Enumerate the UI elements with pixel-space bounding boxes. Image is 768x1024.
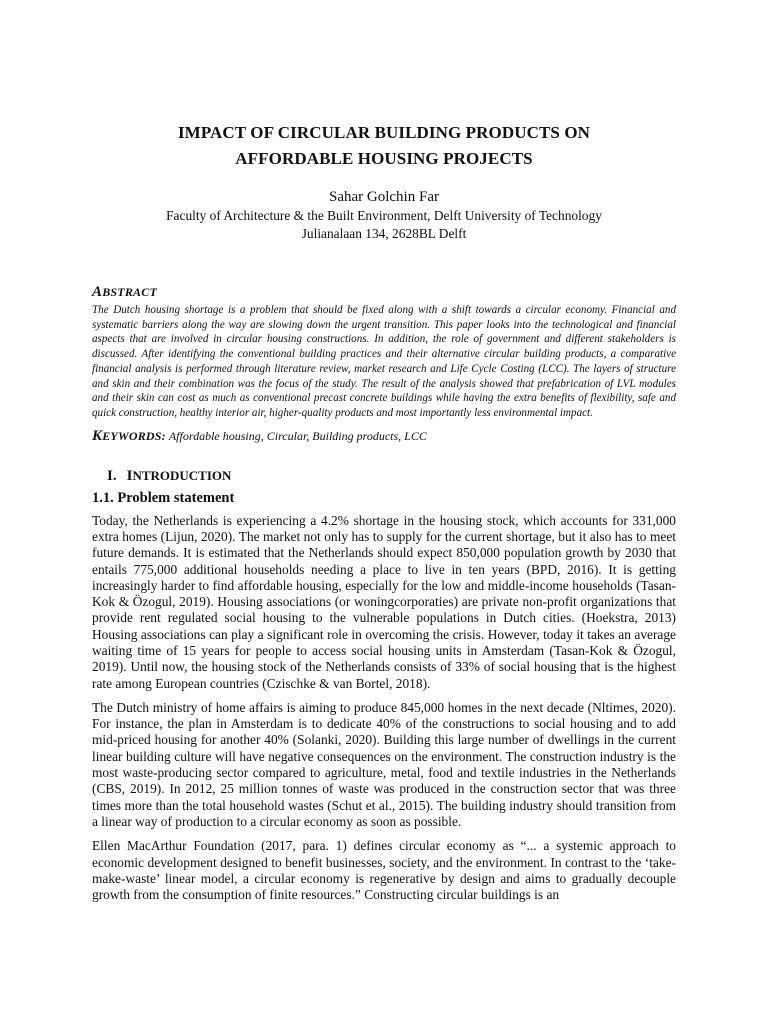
affiliation-line-2: Julianalaan 134, 2628BL Delft bbox=[301, 226, 467, 241]
author-name: Sahar Golchin Far bbox=[329, 189, 439, 205]
section-title-initial: I bbox=[126, 467, 133, 484]
body-paragraph-2: The Dutch ministry of home affairs is aiming to produce 845,000 homes in the next decade (Nltimes, 2020). For instance, the plan in Amsterdam is to dedicate 40% of the constructions to social housing and to add mid-priced housing for another 40% (Solanki, 2020). Building this large number of dwellings in the current linear building culture will have negative consequences on the environment. The construction industry is the most waste-producing sector compared to agriculture, metal, food and textile industries in the Netherlands (CBS, 2019). In 2012, 25 million tonnes of waste was produced in the construction sector that was three times more than the total household wastes (Schut et al., 2015). The building industry should transition from a linear way of production to a circular economy as soon as possible. bbox=[92, 699, 676, 829]
abstract-heading-rest: BSTRACT bbox=[102, 285, 157, 299]
subsection-heading-problem-statement: 1.1. Problem statement bbox=[92, 489, 235, 506]
section-title-rest: NTRODUCTION bbox=[132, 467, 232, 483]
abstract-heading-initial: A bbox=[92, 284, 103, 300]
keywords-text: Affordable housing, Circular, Building products, LCC bbox=[168, 428, 427, 443]
abstract-heading bbox=[92, 284, 676, 300]
keywords-label-initial: K bbox=[92, 427, 103, 444]
abstract-text: The Dutch housing shortage is a problem that should be fixed along with a shift towards a circular economy. Financial and systematic barriers along the way are slowing down the urgent transition. This paper looks into the technological and financial aspects that are involved in circular housing constructions. In addition, the role of government and different stakeholders is discussed. After identifying the conventional building practices and their alternative circular building products, a comparative financial analysis is performed through literature review, market research and Life Cycle Costing (LCC). The layers of structure and skin and their combination was the focus of the study. The result of the analysis showed that prefabrication of LVL modules and their skin can cost as much as conventional precast concrete buildings while having the extra benefits of flexibility, safe and quick construction, healthy interior air, higher-quality products and most importantly less environmental impact. bbox=[92, 304, 676, 419]
title-line-1: IMPACT OF CIRCULAR BUILDING PRODUCTS ON bbox=[177, 123, 591, 142]
paper-title bbox=[92, 120, 676, 172]
keywords-label-rest: EYWORDS: bbox=[102, 428, 166, 443]
keywords-label bbox=[92, 429, 166, 443]
section-number: I. bbox=[107, 467, 117, 484]
body-paragraph-3: Ellen MacArthur Foundation (2017, para. 1) defines circular economy as “... a systemic approach to economic development designed to benefit businesses, society, and the environment. In contrast to the ‘take-make-waste’ linear model, a circular economy is regenerative by design and aims to gradually decouple growth from the consumption of finite resources.” Constructing circular buildings is an bbox=[92, 838, 676, 903]
body-paragraph-1: Today, the Netherlands is experiencing a 4.2% shortage in the housing stock, which accounts for 331,000 extra homes (Lijun, 2020). The market not only has to supply for the current shortage, but it also has to meet future demands. It is estimated that the Netherlands should expect 850,000 population growth by 2030 that entails 775,000 additional households needing a place to live in ten years (BPD, 2016). It is getting increasingly harder to find affordable housing, especially for the low and middle-income households (Tasan-Kok & Özogul, 2019). Housing associations (or woningcorporaties) are private non-profit organizations that provide rent regulated social housing to the vulnerable populations in Dutch cities. (Hoekstra, 2013) Housing associations can play a significant role in overcoming the crisis. However, today it takes an average waiting time of 15 years for people to access social housing units in Amsterdam (Tasan-Kok & Özogul, 2019). Until now, the housing stock of the Netherlands consists of 33% of social housing that is the highest rate among European countries (Czischke & van Bortel, 2018). bbox=[92, 512, 676, 691]
title-line-2: AFFORDABLE HOUSING PROJECTS bbox=[235, 149, 533, 168]
affiliation-line-1: Faculty of Architecture & the Built Environment, Delft University of Technology bbox=[166, 208, 602, 223]
section-heading-introduction bbox=[107, 467, 676, 485]
keywords bbox=[92, 427, 676, 445]
